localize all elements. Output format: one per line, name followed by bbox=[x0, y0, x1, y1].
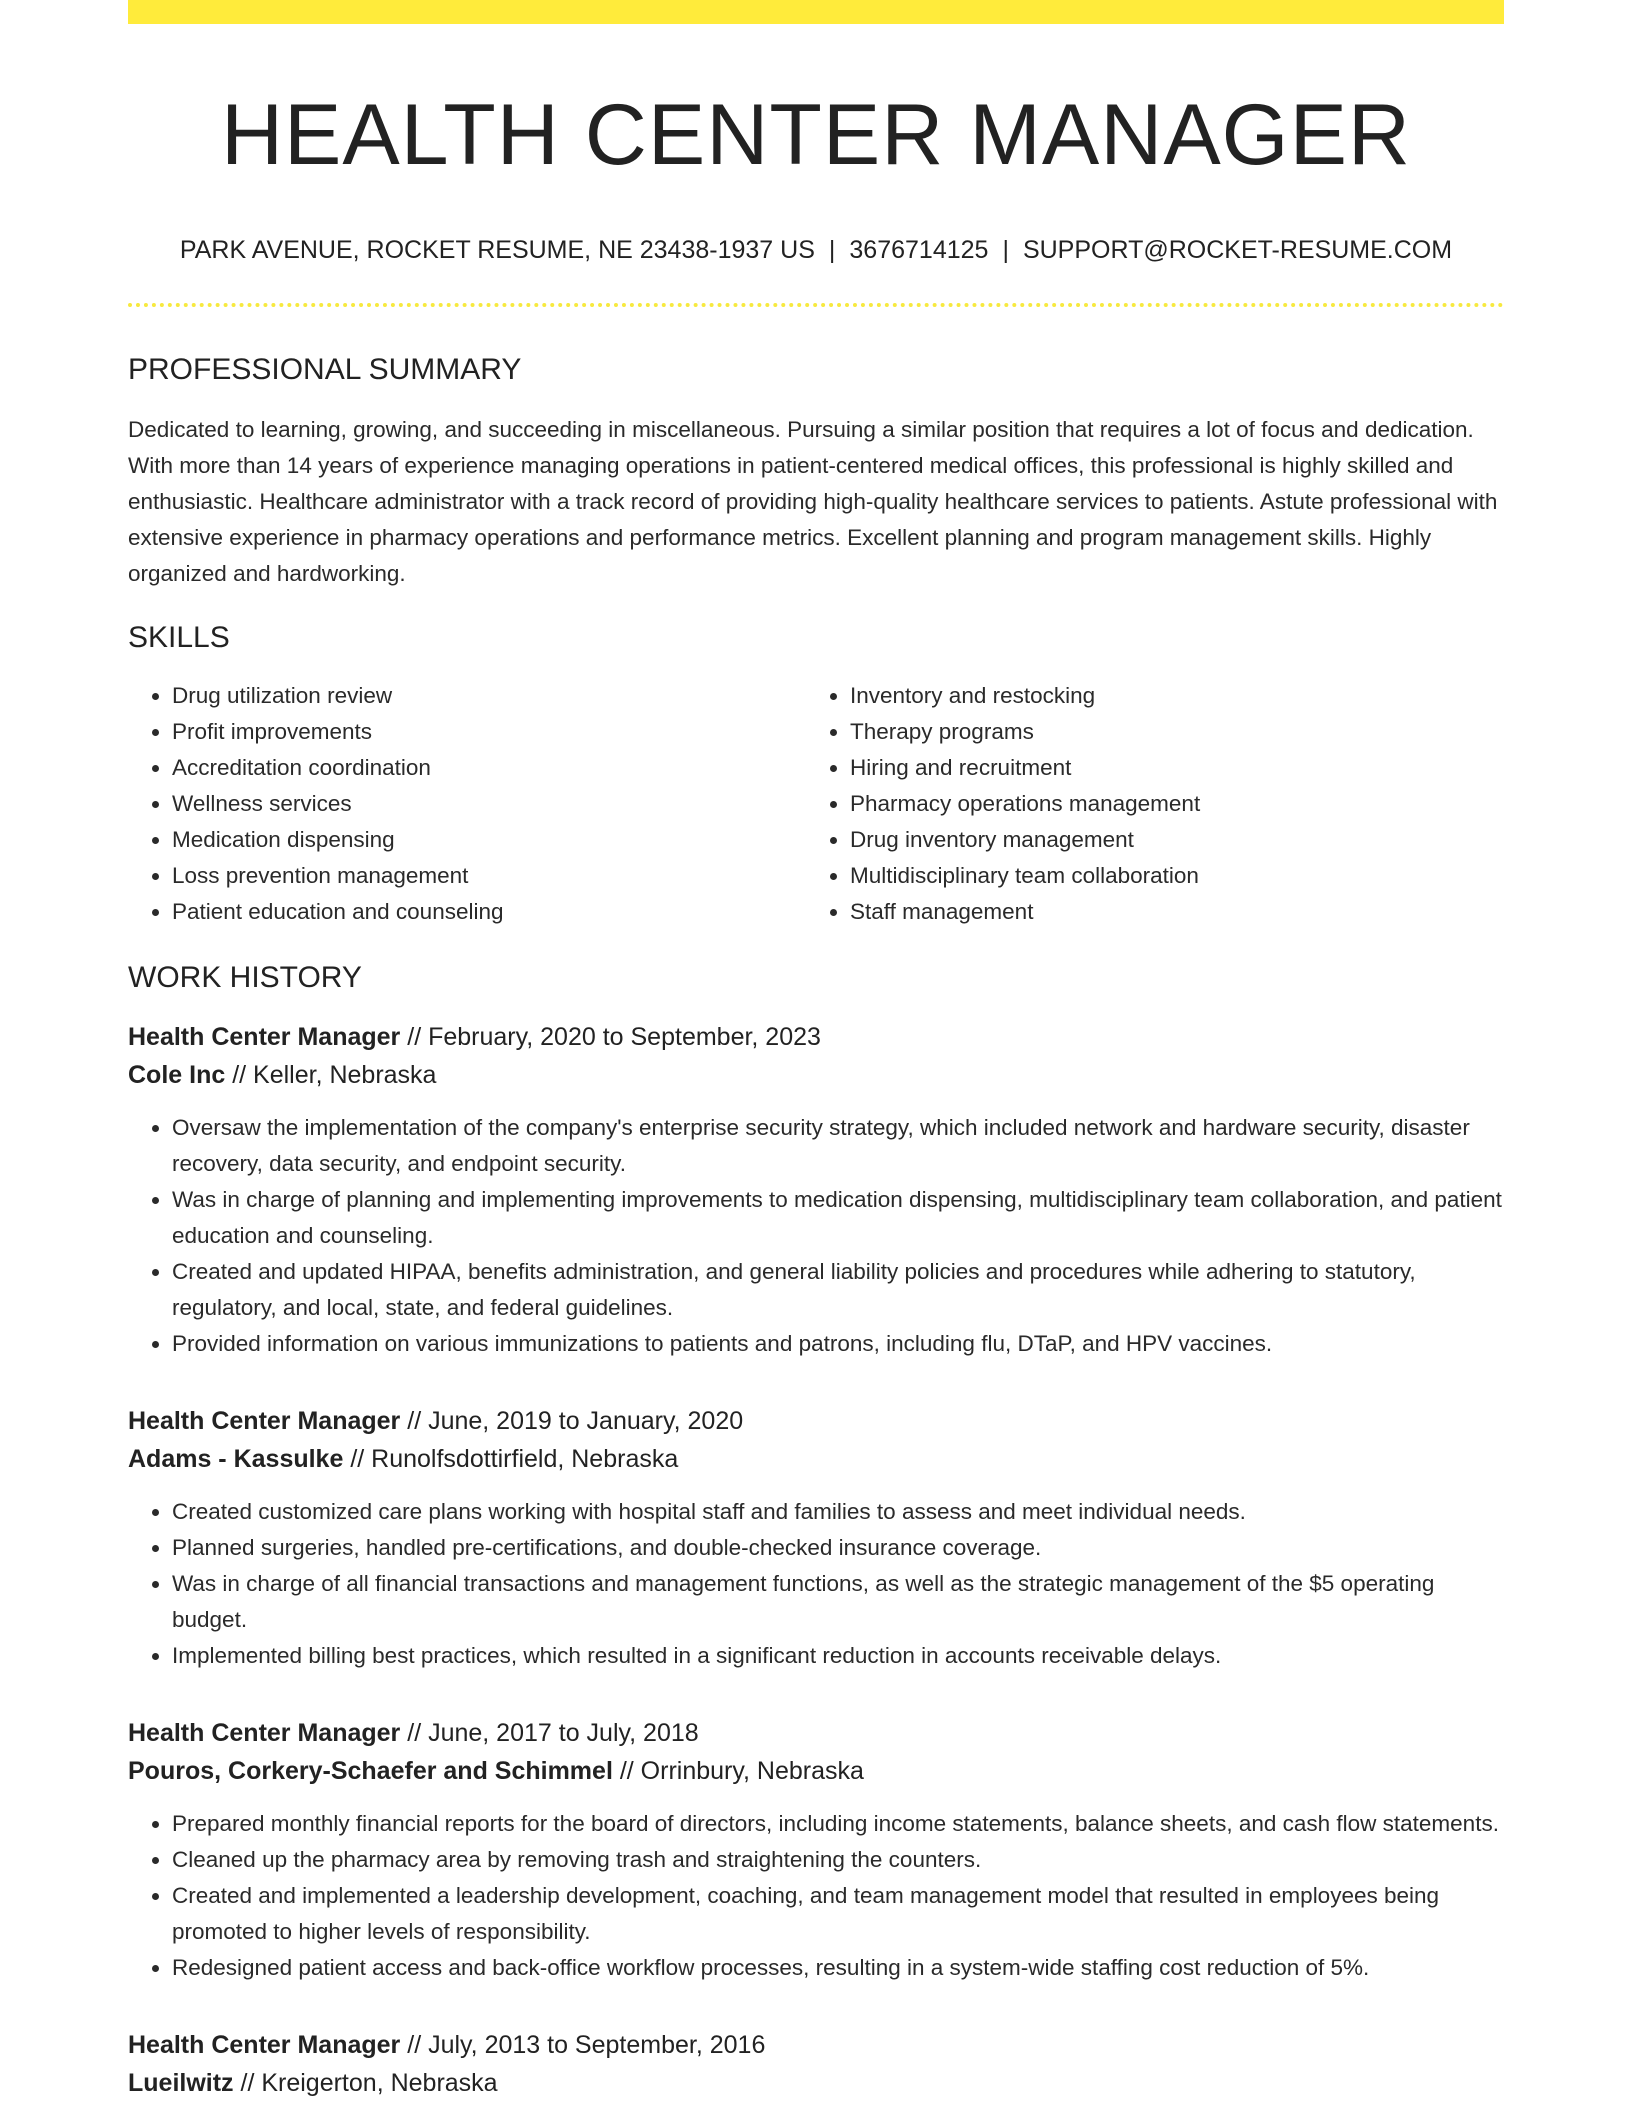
job-bullet: • Provided information on various immunizations to patients and patrons, including flu, DTaP, and HPV vaccines. bbox=[172, 1326, 1504, 1362]
skill-item: • Staff management bbox=[850, 894, 1484, 930]
skill-item: • Multidisciplinary team collaboration bbox=[850, 858, 1484, 894]
contact-separator: | bbox=[1002, 236, 1009, 265]
job-bullet: • Created and implemented a leadership development, coaching, and team management model that resulted in employees being promoted to higher levels of responsibility. bbox=[172, 1878, 1504, 1950]
job-bullet: • Was in charge of all financial transactions and management functions, as well as the strategic management of the $5 operating budget. bbox=[172, 1566, 1504, 1638]
job-role: Health Center Manager bbox=[128, 1719, 401, 1748]
skills-column-right bbox=[806, 678, 1484, 930]
job-location: // Keller, Nebraska bbox=[225, 1061, 437, 1090]
skill-item: • Medication dispensing bbox=[172, 822, 806, 858]
job-dates: // July, 2013 to September, 2016 bbox=[400, 2031, 766, 2060]
skill-item: • Wellness services bbox=[172, 786, 806, 822]
job-dates: // June, 2019 to January, 2020 bbox=[400, 1407, 744, 1436]
skills-grid bbox=[128, 678, 1504, 930]
contact-line bbox=[128, 235, 1504, 265]
job-title-line bbox=[128, 1714, 1504, 1752]
job-bullet: • Cleaned up the pharmacy area by removing trash and straightening the counters. bbox=[172, 1842, 1504, 1878]
summary-text: Dedicated to learning, growing, and succeeding in miscellaneous. Pursuing a similar position that requires a lot of focus and dedication. With more than 14 years of experience managing operations in patient-centered medical offices, this professional is highly skilled and enthusiastic. Healthcare administrator with a track record of providing high-quality healthcare services to patients. Astute professional with extensive experience in pharmacy operations and performance metrics. Excellent planning and program management skills. Highly organized and hardworking. bbox=[128, 417, 1498, 587]
job-company-line bbox=[128, 2064, 1504, 2102]
job-entry bbox=[128, 2026, 1504, 2102]
skill-item: • Inventory and restocking bbox=[850, 678, 1484, 714]
job-bullet-list bbox=[128, 1494, 1504, 1674]
work-history-heading: WORK HISTORY bbox=[128, 961, 362, 995]
job-company: Lueilwitz bbox=[128, 2069, 234, 2098]
job-entry bbox=[128, 1402, 1504, 1674]
job-bullet: • Created customized care plans working with hospital staff and families to assess and meet individual needs. bbox=[172, 1494, 1504, 1530]
job-title-line bbox=[128, 1402, 1504, 1440]
job-entry bbox=[128, 1018, 1504, 1362]
accent-top-bar bbox=[128, 0, 1504, 24]
job-location: // Orrinbury, Nebraska bbox=[612, 1757, 864, 1786]
job-bullet: • Planned surgeries, handled pre-certifications, and double-checked insurance coverage. bbox=[172, 1530, 1504, 1566]
job-title-line bbox=[128, 1018, 1504, 1056]
skill-item: • Profit improvements bbox=[172, 714, 806, 750]
skills-heading: SKILLS bbox=[128, 621, 230, 655]
skill-item: • Drug inventory management bbox=[850, 822, 1484, 858]
job-bullet: • Was in charge of planning and implementing improvements to medication dispensing, multidisciplinary team collaboration, and patient education and counseling. bbox=[172, 1182, 1504, 1254]
job-bullet: • Prepared monthly financial reports for the board of directors, including income statements, balance sheets, and cash flow statements. bbox=[172, 1806, 1504, 1842]
contact-separator: | bbox=[828, 236, 836, 265]
job-location: // Runolfsdottirfield, Nebraska bbox=[343, 1445, 679, 1474]
job-company-line bbox=[128, 1440, 1504, 1478]
job-company: Cole Inc bbox=[128, 1061, 226, 1090]
job-bullet: • Implemented billing best practices, which resulted in a significant reduction in accounts receivable delays. bbox=[172, 1638, 1504, 1674]
skill-item: • Therapy programs bbox=[850, 714, 1484, 750]
job-dates: // June, 2017 to July, 2018 bbox=[400, 1719, 699, 1748]
skills-column-left bbox=[128, 678, 806, 930]
contact-email: SUPPORT@ROCKET-RESUME.COM bbox=[1022, 236, 1453, 265]
skill-item: • Hiring and recruitment bbox=[850, 750, 1484, 786]
skill-item: • Loss prevention management bbox=[172, 858, 806, 894]
job-company-line bbox=[128, 1056, 1504, 1094]
skill-item: • Accreditation coordination bbox=[172, 750, 806, 786]
dotted-divider bbox=[128, 303, 1504, 307]
resume-page bbox=[128, 0, 1504, 2102]
skill-item: • Pharmacy operations management bbox=[850, 786, 1484, 822]
contact-address: PARK AVENUE, ROCKET RESUME, NE 23438-1937 US bbox=[179, 236, 815, 265]
summary-heading: PROFESSIONAL SUMMARY bbox=[128, 353, 522, 387]
job-role: Health Center Manager bbox=[128, 1023, 401, 1052]
job-bullet: • Created and updated HIPAA, benefits administration, and general liability policies and procedures while adhering to statutory, regulatory, and local, state, and federal guidelines. bbox=[172, 1254, 1504, 1326]
job-title-line bbox=[128, 2026, 1504, 2064]
job-bullet: • Redesigned patient access and back-office workflow processes, resulting in a system-wide staffing cost reduction of 5%. bbox=[172, 1950, 1504, 1986]
job-company: Pouros, Corkery-Schaefer and Schimmel bbox=[128, 1757, 613, 1786]
job-role: Health Center Manager bbox=[128, 1407, 401, 1436]
resume-title: HEALTH CENTER MANAGER bbox=[220, 87, 1412, 183]
job-bullet-list bbox=[128, 1110, 1504, 1362]
skill-item: • Drug utilization review bbox=[172, 678, 806, 714]
job-bullet-list bbox=[128, 1806, 1504, 1986]
job-role: Health Center Manager bbox=[128, 2031, 401, 2060]
job-dates: // February, 2020 to September, 2023 bbox=[400, 1023, 821, 1052]
skill-item: • Patient education and counseling bbox=[172, 894, 806, 930]
job-bullet: • Oversaw the implementation of the company's enterprise security strategy, which included network and hardware security, disaster recovery, data security, and endpoint security. bbox=[172, 1110, 1504, 1182]
job-company: Adams - Kassulke bbox=[128, 1445, 344, 1474]
contact-phone: 3676714125 bbox=[849, 236, 989, 265]
job-location: // Kreigerton, Nebraska bbox=[233, 2069, 498, 2098]
job-company-line bbox=[128, 1752, 1504, 1790]
job-entry bbox=[128, 1714, 1504, 1986]
